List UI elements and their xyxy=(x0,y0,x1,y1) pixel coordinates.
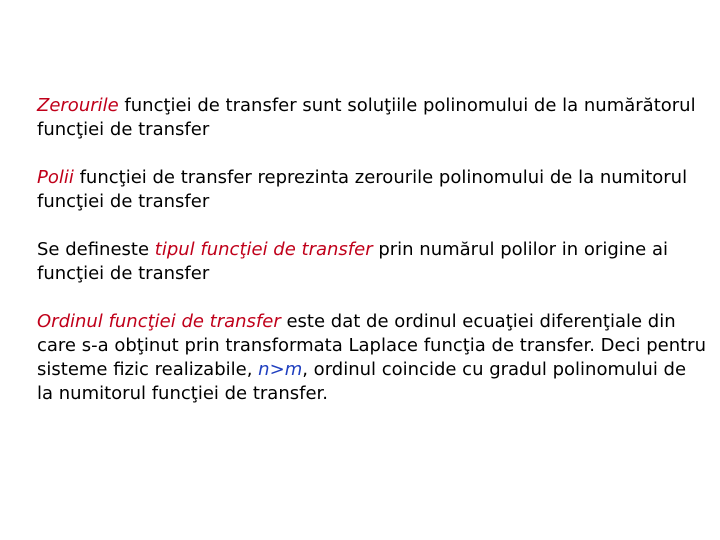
paragraph-order-text-1: este dat de ordinul ecuaţiei diferenţiale din care s-a obţinut prin transformata Laplace funcţia de transfer. Deci pentru sisteme fizic realizabile, xyxy=(37,311,706,380)
paragraph-poles xyxy=(37,166,707,214)
variable-m: m xyxy=(284,359,303,380)
greater-than-sign: > xyxy=(269,359,285,380)
term-tipul: tipul funcţiei de transfer xyxy=(154,239,373,260)
term-zerourile: Zerourile xyxy=(37,95,119,116)
paragraph-poles-text: funcţiei de transfer reprezinta zerourile polinomului de la numitorul funcţiei de transfer xyxy=(37,167,688,212)
term-ordinul: Ordinul funcţiei de transfer xyxy=(37,311,281,332)
slide-content xyxy=(37,94,707,406)
paragraph-type xyxy=(37,238,707,286)
paragraph-order-text-2: , ordinul coincide cu gradul polinomului de la numitorul funcţiei de transfer. xyxy=(37,359,687,404)
term-polii: Polii xyxy=(37,167,74,188)
variable-n: n xyxy=(258,359,270,380)
paragraph-order xyxy=(37,310,707,406)
paragraph-type-before: Se defineste xyxy=(37,239,155,260)
paragraph-zeros-text: funcţiei de transfer sunt soluţiile polinomului de la numărătorul funcţiei de transfer xyxy=(37,95,696,140)
paragraph-type-after: prin numărul polilor in origine ai funcţiei de transfer xyxy=(37,239,668,284)
paragraph-zeros xyxy=(37,94,707,142)
